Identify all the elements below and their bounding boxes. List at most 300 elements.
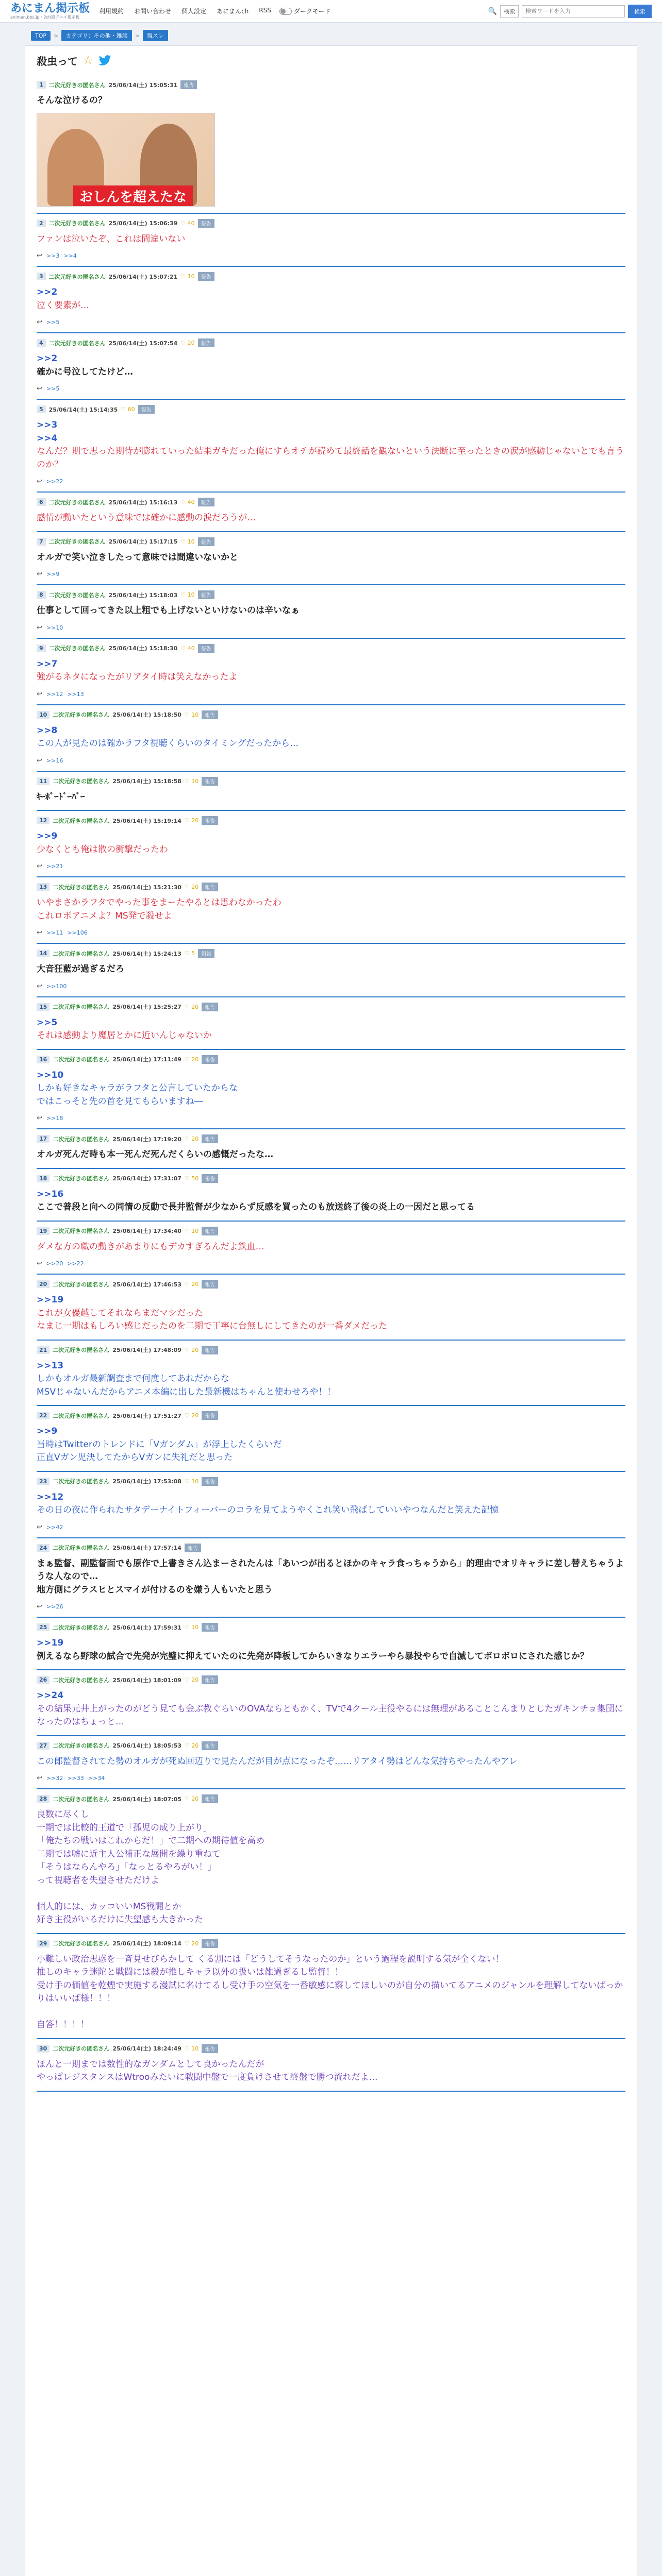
post-text-line: 良数に尽くし xyxy=(37,1809,89,1820)
post-text-line: って視聴者を失望させただけよ xyxy=(37,1875,159,1886)
reply-link[interactable]: >>34 xyxy=(88,1775,105,1782)
like-value: 20 xyxy=(191,1281,199,1287)
report-button[interactable]: 報告 xyxy=(202,1134,218,1143)
post xyxy=(37,1275,625,1341)
reply-anchor-link[interactable]: >>8 xyxy=(37,725,58,736)
heart-icon: ♡ xyxy=(121,406,128,413)
post-text-line: この人が見たのは確かラフタ視聴くらいのタイミングだったから… xyxy=(37,738,299,749)
heart-icon: ♡ xyxy=(184,817,192,824)
favorite-star-icon[interactable]: ☆ xyxy=(83,54,93,67)
like-value: 20 xyxy=(191,1742,199,1749)
like-count[interactable] xyxy=(185,884,198,890)
post-body xyxy=(37,233,625,246)
post-header xyxy=(37,1280,625,1289)
reply-icon: ↩ xyxy=(37,982,42,990)
nav-terms[interactable]: 利用規約 xyxy=(99,8,124,15)
post-text-line: 感情が動いたという意味では確かに感動の涙だろうが… xyxy=(37,513,256,523)
reply-anchor-link[interactable]: >>13 xyxy=(37,1360,64,1371)
post-text-line: 泣く要素が… xyxy=(37,300,89,311)
post xyxy=(37,1736,625,1790)
reply-link[interactable]: >>12 xyxy=(46,690,63,698)
reply-anchor-link[interactable]: >>5 xyxy=(37,1017,58,1028)
like-count[interactable] xyxy=(185,711,198,718)
report-button[interactable]: 報告 xyxy=(202,1346,218,1354)
post-body xyxy=(37,352,625,379)
reply-icon: ↩ xyxy=(37,1260,42,1267)
heart-icon: ♡ xyxy=(180,538,188,545)
post-number[interactable]: 23 xyxy=(37,1478,49,1485)
like-value: 10 xyxy=(191,711,199,718)
report-button[interactable]: 報告 xyxy=(198,949,214,958)
reply-link[interactable]: >>16 xyxy=(46,757,63,764)
poster-name: 二次元好きの匿名さん xyxy=(48,340,106,347)
post-date: 25/06/14(土) 15:24:13 xyxy=(112,950,181,957)
like-count[interactable] xyxy=(185,1795,198,1802)
poster-name: 二次元好きの匿名さん xyxy=(53,1175,110,1182)
post-header xyxy=(37,1544,625,1552)
post-number[interactable]: 22 xyxy=(37,1412,49,1419)
post-number[interactable]: 10 xyxy=(37,711,49,719)
report-button[interactable]: 報告 xyxy=(202,1477,218,1486)
post-text-line: 当時はTwitterのトレンドに「Vガンダム」が浮上したくらいだ xyxy=(37,1439,282,1450)
post xyxy=(37,75,625,214)
post-header xyxy=(37,1741,625,1750)
post-text-line: やっぱレジスタンスはWtrooみたいに戦闘中盤で一度負けさせて終盤で勝つ流れだよ… xyxy=(37,2072,378,2082)
post-body xyxy=(37,1637,625,1663)
post-number[interactable]: 4 xyxy=(37,339,46,347)
report-button[interactable]: 報告 xyxy=(138,405,155,414)
post-date: 25/06/14(土) 18:09:14 xyxy=(112,1940,181,1947)
search-scope-select[interactable]: 検索 xyxy=(500,5,519,18)
post-date: 25/06/14(土) 15:21:30 xyxy=(112,884,181,891)
post-header xyxy=(37,816,625,825)
reply-anchor-link[interactable]: >>10 xyxy=(37,1070,64,1080)
breadcrumb-category[interactable]: カテゴリ：その他・雑談 xyxy=(61,30,132,41)
post-header xyxy=(37,1227,625,1235)
reply-anchor-link[interactable]: >>19 xyxy=(37,1638,64,1648)
report-button[interactable]: 報告 xyxy=(198,644,214,653)
report-button[interactable]: 報告 xyxy=(202,1003,218,1011)
post xyxy=(37,493,625,532)
post-date: 25/06/14(土) 15:07:54 xyxy=(108,340,178,347)
like-count[interactable] xyxy=(185,1136,198,1142)
post-body xyxy=(37,1491,625,1517)
post-date: 25/06/14(土) 15:18:58 xyxy=(112,778,181,785)
report-button[interactable]: 報告 xyxy=(202,1174,218,1183)
reply-anchor-link[interactable]: >>9 xyxy=(37,831,58,841)
reply-links xyxy=(37,757,625,765)
post-text-line: ここで普段と向への同情の反動で長井監督が少なからず反感を買ったのも放送終了後の炎上の一因だと思ってる xyxy=(37,1202,475,1212)
reply-link[interactable]: >>33 xyxy=(67,1775,84,1782)
poster-name: 二次元好きの匿名さん xyxy=(53,1940,110,1947)
post-number[interactable]: 29 xyxy=(37,1940,49,1947)
poster-name: 二次元好きの匿名さん xyxy=(53,1478,110,1485)
report-button[interactable]: 報告 xyxy=(202,1675,218,1684)
reply-link[interactable]: >>21 xyxy=(46,863,63,870)
reply-icon: ↩ xyxy=(37,1774,42,1782)
reply-link[interactable]: >>100 xyxy=(46,982,67,990)
post-number[interactable]: 28 xyxy=(37,1795,49,1803)
post-number[interactable]: 8 xyxy=(37,591,46,599)
report-button[interactable]: 報告 xyxy=(202,710,218,719)
reply-link[interactable]: >>42 xyxy=(46,1523,63,1531)
reply-link[interactable]: >>3 xyxy=(46,252,60,259)
twitter-share-icon[interactable] xyxy=(98,55,112,66)
post-number[interactable]: 3 xyxy=(37,273,46,280)
post xyxy=(37,333,625,400)
reply-anchor-link[interactable]: >>3 xyxy=(37,420,58,430)
poster-name: 二次元好きの匿名さん xyxy=(53,950,110,957)
poster-name: 二次元好きの匿名さん xyxy=(53,1545,110,1551)
like-count[interactable] xyxy=(180,591,194,598)
report-button[interactable]: 報告 xyxy=(202,2044,218,2053)
post-number[interactable]: 24 xyxy=(37,1544,49,1552)
heart-icon: ♡ xyxy=(184,711,192,718)
post-text-line: ではこっそと先の首を見てもらいますね― xyxy=(37,1096,203,1107)
report-button[interactable]: 報告 xyxy=(202,1741,218,1750)
like-value: 10 xyxy=(191,1624,199,1631)
like-count[interactable] xyxy=(185,1228,198,1234)
post-body xyxy=(37,551,625,565)
post-text-line xyxy=(37,1887,625,1901)
poster-name: 二次元好きの匿名さん xyxy=(48,538,106,545)
report-button[interactable]: 報告 xyxy=(198,219,214,228)
post-header xyxy=(37,537,625,546)
report-button[interactable]: 報告 xyxy=(198,338,214,347)
post-body xyxy=(37,896,625,923)
report-button[interactable]: 報告 xyxy=(202,1055,218,1064)
reply-link[interactable]: >>10 xyxy=(46,624,63,631)
post-number[interactable]: 11 xyxy=(37,777,49,785)
site-logo[interactable] xyxy=(10,3,90,20)
post-header xyxy=(37,338,625,347)
like-count[interactable] xyxy=(185,950,195,957)
reply-anchor-link[interactable]: >>19 xyxy=(37,1295,64,1305)
reply-links xyxy=(37,624,625,632)
like-count[interactable] xyxy=(185,1676,198,1683)
like-count[interactable] xyxy=(185,1175,198,1182)
breadcrumb-separator: > xyxy=(54,32,59,39)
post-header xyxy=(37,590,625,599)
poster-name: 二次元好きの匿名さん xyxy=(53,711,110,718)
reply-links xyxy=(37,862,625,870)
post xyxy=(37,639,625,705)
post xyxy=(37,1222,625,1275)
report-button[interactable]: 報告 xyxy=(202,1280,218,1289)
post-text-line: ファンは泣いたぞ、これは間違いない xyxy=(37,233,186,244)
post-number[interactable]: 16 xyxy=(37,1056,49,1063)
post-body xyxy=(37,2058,625,2084)
report-button[interactable]: 報告 xyxy=(202,1411,218,1420)
heart-icon: ♡ xyxy=(184,1412,192,1419)
post-image[interactable] xyxy=(37,113,215,207)
post-text-line: しかも好きなキャラがラフタと公言していたからな xyxy=(37,1083,238,1093)
dark-mode-toggle[interactable] xyxy=(279,7,331,15)
site-logo-text[interactable]: あにまん掲示板 xyxy=(10,2,90,15)
search-input[interactable] xyxy=(522,5,625,18)
post-date: 25/06/14(土) 15:07:21 xyxy=(108,273,178,280)
reply-link[interactable]: >>11 xyxy=(46,929,63,936)
reply-link[interactable]: >>5 xyxy=(46,385,60,392)
post xyxy=(37,2039,625,2092)
report-button[interactable]: 報告 xyxy=(202,1939,218,1948)
post-number[interactable]: 12 xyxy=(37,817,49,824)
like-value: 20 xyxy=(191,1940,199,1947)
post-number[interactable]: 19 xyxy=(37,1227,49,1235)
search-area xyxy=(488,5,652,18)
post-body xyxy=(37,724,625,751)
post xyxy=(37,811,625,877)
heart-icon: ♡ xyxy=(184,1136,192,1142)
post xyxy=(37,877,625,944)
like-count[interactable] xyxy=(180,645,194,652)
search-button[interactable]: 検索 xyxy=(628,5,652,18)
report-button[interactable]: 報告 xyxy=(202,1623,218,1632)
post-number[interactable]: 21 xyxy=(37,1346,49,1354)
post-date: 25/06/14(土) 15:05:31 xyxy=(108,81,178,89)
post-number[interactable]: 15 xyxy=(37,1003,49,1011)
heart-icon: ♡ xyxy=(180,591,188,598)
post-text-line: その日の夜に作られたサタデーナイトフィーバーのコラを見てようやくこれ笑い飛ばしていいやつなんだと笑えた記憶 xyxy=(37,1505,499,1515)
post xyxy=(37,944,625,997)
reply-links xyxy=(37,1774,625,1782)
report-button[interactable]: 報告 xyxy=(198,590,214,599)
report-button[interactable]: 報告 xyxy=(198,537,214,546)
reply-link[interactable]: >>22 xyxy=(46,478,63,485)
post-header xyxy=(37,80,625,89)
like-count[interactable] xyxy=(185,1056,198,1063)
reply-anchor-link[interactable]: >>12 xyxy=(37,1492,64,1502)
reply-icon: ↩ xyxy=(37,929,42,937)
top-bar xyxy=(0,0,662,23)
post-text-line: 自答！！！！ xyxy=(37,2020,89,2030)
post-number[interactable]: 25 xyxy=(37,1623,49,1631)
post-text-line: 「そうはならんやろ」「なっとるやろがい！」 xyxy=(37,1862,217,1872)
reply-link[interactable]: >>20 xyxy=(46,1260,63,1267)
reply-anchor-link[interactable]: >>2 xyxy=(37,353,58,364)
toggle-switch[interactable] xyxy=(279,8,292,15)
like-count[interactable] xyxy=(185,1347,198,1353)
reply-icon: ↩ xyxy=(37,1523,42,1531)
post-header xyxy=(37,1939,625,1948)
like-count[interactable] xyxy=(185,1281,198,1287)
reply-links xyxy=(37,1114,625,1122)
post-date: 25/06/14(土) 17:59:31 xyxy=(112,1624,181,1631)
post-header xyxy=(37,1346,625,1354)
post-number[interactable]: 27 xyxy=(37,1742,49,1750)
heart-icon: ♡ xyxy=(184,1175,192,1182)
reply-links xyxy=(37,1603,625,1611)
heart-icon: ♡ xyxy=(184,1624,192,1631)
heart-icon: ♡ xyxy=(180,645,188,652)
heart-icon: ♡ xyxy=(184,950,192,957)
reply-link[interactable]: >>5 xyxy=(46,319,60,326)
reply-link[interactable]: >>9 xyxy=(46,571,60,578)
reply-link[interactable]: >>13 xyxy=(67,690,84,698)
poster-name: 二次元好きの匿名さん xyxy=(53,1624,110,1631)
post xyxy=(37,400,625,493)
like-count[interactable] xyxy=(185,1412,198,1419)
like-count[interactable] xyxy=(121,406,135,413)
like-count[interactable] xyxy=(185,778,198,785)
like-value: 40 xyxy=(187,499,195,505)
post-text-line: 大音狂藍が過ぎるだろ xyxy=(37,964,124,974)
post-body xyxy=(37,1808,625,1927)
like-count[interactable] xyxy=(185,1478,198,1485)
poster-name: 二次元好きの匿名さん xyxy=(53,1676,110,1684)
post-text-line: これロボアニメよ？MS発で殺せよ xyxy=(37,910,172,921)
breadcrumb xyxy=(0,23,662,45)
nav-settings[interactable]: 個人設定 xyxy=(181,8,207,15)
breadcrumb-thread[interactable]: 親スレ xyxy=(143,30,168,41)
post xyxy=(37,772,625,811)
reply-link[interactable]: >>32 xyxy=(46,1775,63,1782)
like-count[interactable] xyxy=(180,499,194,505)
like-count[interactable] xyxy=(180,273,194,280)
like-value: 20 xyxy=(191,1346,199,1353)
reply-anchor-link[interactable]: >>2 xyxy=(37,287,58,297)
post-number[interactable]: 18 xyxy=(37,1175,49,1182)
reply-anchor-link[interactable]: >>7 xyxy=(37,658,58,669)
reply-anchor-link[interactable]: >>16 xyxy=(37,1189,64,1199)
like-value: 10 xyxy=(191,1227,199,1234)
report-button[interactable]: 報告 xyxy=(185,1544,201,1552)
post-header xyxy=(37,1477,625,1486)
poster-name: 二次元好きの匿名さん xyxy=(53,1281,110,1288)
nav-contact[interactable]: お問い合わせ xyxy=(134,8,172,15)
report-button[interactable]: 報告 xyxy=(202,1794,218,1803)
post-number[interactable]: 17 xyxy=(37,1135,49,1143)
post-body xyxy=(37,604,625,618)
post-number[interactable]: 14 xyxy=(37,950,49,957)
post-date: 25/06/14(土) 17:31:07 xyxy=(112,1175,181,1182)
post xyxy=(37,1050,625,1130)
like-value: 20 xyxy=(187,340,195,346)
post-number[interactable]: 5 xyxy=(37,405,46,413)
post-date: 25/06/14(土) 15:18:03 xyxy=(108,591,178,599)
post-text-line: ダメな方の職の動きがあまりにもデカすぎるんだよ鉄血… xyxy=(37,1241,264,1252)
post-number[interactable]: 2 xyxy=(37,219,46,227)
like-value: 40 xyxy=(187,219,195,227)
reply-link[interactable]: >>22 xyxy=(67,1260,84,1267)
post-body xyxy=(37,1241,625,1254)
post-body xyxy=(37,286,625,312)
like-count[interactable] xyxy=(180,220,194,227)
like-count[interactable] xyxy=(185,817,198,824)
like-count[interactable] xyxy=(185,1624,198,1631)
reply-link[interactable]: >>106 xyxy=(67,929,88,936)
report-button[interactable]: 報告 xyxy=(202,777,218,786)
reply-icon: ↩ xyxy=(37,318,42,326)
poster-name: 二次元好きの匿名さん xyxy=(53,1795,110,1803)
reply-anchor-link[interactable]: >>24 xyxy=(37,1690,64,1701)
like-count[interactable] xyxy=(185,2045,198,2052)
post-number[interactable]: 9 xyxy=(37,645,46,652)
post xyxy=(37,267,625,333)
heart-icon: ♡ xyxy=(180,219,188,227)
report-button[interactable]: 報告 xyxy=(198,498,214,506)
like-value: 20 xyxy=(191,1056,199,1063)
nav-animanch[interactable]: あにまんch xyxy=(217,8,249,15)
post-body xyxy=(37,512,625,525)
post-text-line: オルガ死んだ時も本一死んだ死んだくらいの感慨だったな… xyxy=(37,1149,273,1160)
reply-icon: ↩ xyxy=(37,570,42,578)
post-body xyxy=(37,1069,625,1109)
post-text-line: いやまさかラフタでやった事をまーたやるとは思わなかったわ xyxy=(37,897,282,908)
like-count[interactable] xyxy=(185,1742,198,1749)
like-count[interactable] xyxy=(180,538,194,545)
report-button[interactable]: 報告 xyxy=(202,816,218,825)
reply-links xyxy=(37,1260,625,1267)
post-number[interactable]: 26 xyxy=(37,1676,49,1684)
report-button[interactable]: 報告 xyxy=(198,272,214,281)
post-header xyxy=(37,883,625,891)
post-number[interactable]: 20 xyxy=(37,1280,49,1288)
reply-icon: ↩ xyxy=(37,623,42,632)
like-value: 20 xyxy=(191,1412,199,1419)
poster-name: 二次元好きの匿名さん xyxy=(48,220,106,227)
dark-mode-label: ダークモード xyxy=(293,8,331,15)
like-count[interactable] xyxy=(180,340,194,346)
post-header xyxy=(37,1623,625,1632)
post-number[interactable]: 7 xyxy=(37,538,46,546)
heart-icon: ♡ xyxy=(184,1003,192,1010)
post-text-line: 好き主役がいるだけに失望感も大きかった xyxy=(37,1914,203,1925)
post-body xyxy=(37,1294,625,1333)
reply-icon: ↩ xyxy=(37,252,42,260)
post-number[interactable]: 1 xyxy=(37,81,46,89)
post-body xyxy=(37,1425,625,1465)
reply-anchor-link[interactable]: >>9 xyxy=(37,1426,58,1436)
report-button[interactable]: 報告 xyxy=(180,80,197,89)
post-text-line: 確かに号泣してたけど… xyxy=(37,366,133,377)
post-list xyxy=(37,75,625,2092)
report-button[interactable]: 報告 xyxy=(202,1227,218,1235)
nav-rss[interactable]: RSS xyxy=(259,7,271,14)
post-text-line: オルガで笑い泣きしたって意味では間違いないかと xyxy=(37,552,238,563)
reply-links xyxy=(37,982,625,990)
reply-link[interactable]: >>26 xyxy=(46,1603,63,1610)
post-date: 25/06/14(土) 15:19:14 xyxy=(112,817,181,824)
like-count[interactable] xyxy=(185,1004,198,1010)
post-text-line: この郎監督されてた勢のオルガが死ぬ回辺りで見たんだが目が点になったぞ……リアタイ勢はどんな気持ちやったんやアレ xyxy=(37,1756,518,1767)
post-text-line: 「俺たちの戦いはこれからだ！」で二期への期待値を高め xyxy=(37,1836,264,1846)
heart-icon: ♡ xyxy=(184,2045,192,2052)
post-text-line: 例えるなら野球の試合で先発が完璧に抑えていたのに先発が降板してからいきなりエラーやら暴投やらで自滅してボロボロにされた感じか？ xyxy=(37,1651,589,1662)
reply-link[interactable]: >>4 xyxy=(63,252,77,259)
heart-icon: ♡ xyxy=(180,499,188,505)
post-date: 25/06/14(土) 18:24:49 xyxy=(112,2045,181,2052)
post-number[interactable]: 6 xyxy=(37,498,46,506)
like-count[interactable] xyxy=(185,1940,198,1947)
post-body xyxy=(37,419,625,471)
post-header xyxy=(37,405,625,414)
post-header xyxy=(37,219,625,228)
post-text-line: 個人的には、カッコいいMS戦闘とか xyxy=(37,1901,181,1912)
reply-icon: ↩ xyxy=(37,1603,42,1611)
heart-icon: ♡ xyxy=(184,1281,192,1287)
post-number[interactable]: 13 xyxy=(37,883,49,891)
reply-link[interactable]: >>18 xyxy=(46,1115,63,1122)
reply-anchor-link[interactable]: >>4 xyxy=(37,433,58,444)
post-body xyxy=(37,1360,625,1399)
post-number[interactable]: 30 xyxy=(37,2045,49,2053)
post xyxy=(37,1169,625,1222)
heart-icon: ♡ xyxy=(184,1478,192,1485)
breadcrumb-top[interactable]: TOP xyxy=(31,31,51,41)
like-value: 20 xyxy=(191,1795,199,1802)
report-button[interactable]: 報告 xyxy=(202,883,218,891)
